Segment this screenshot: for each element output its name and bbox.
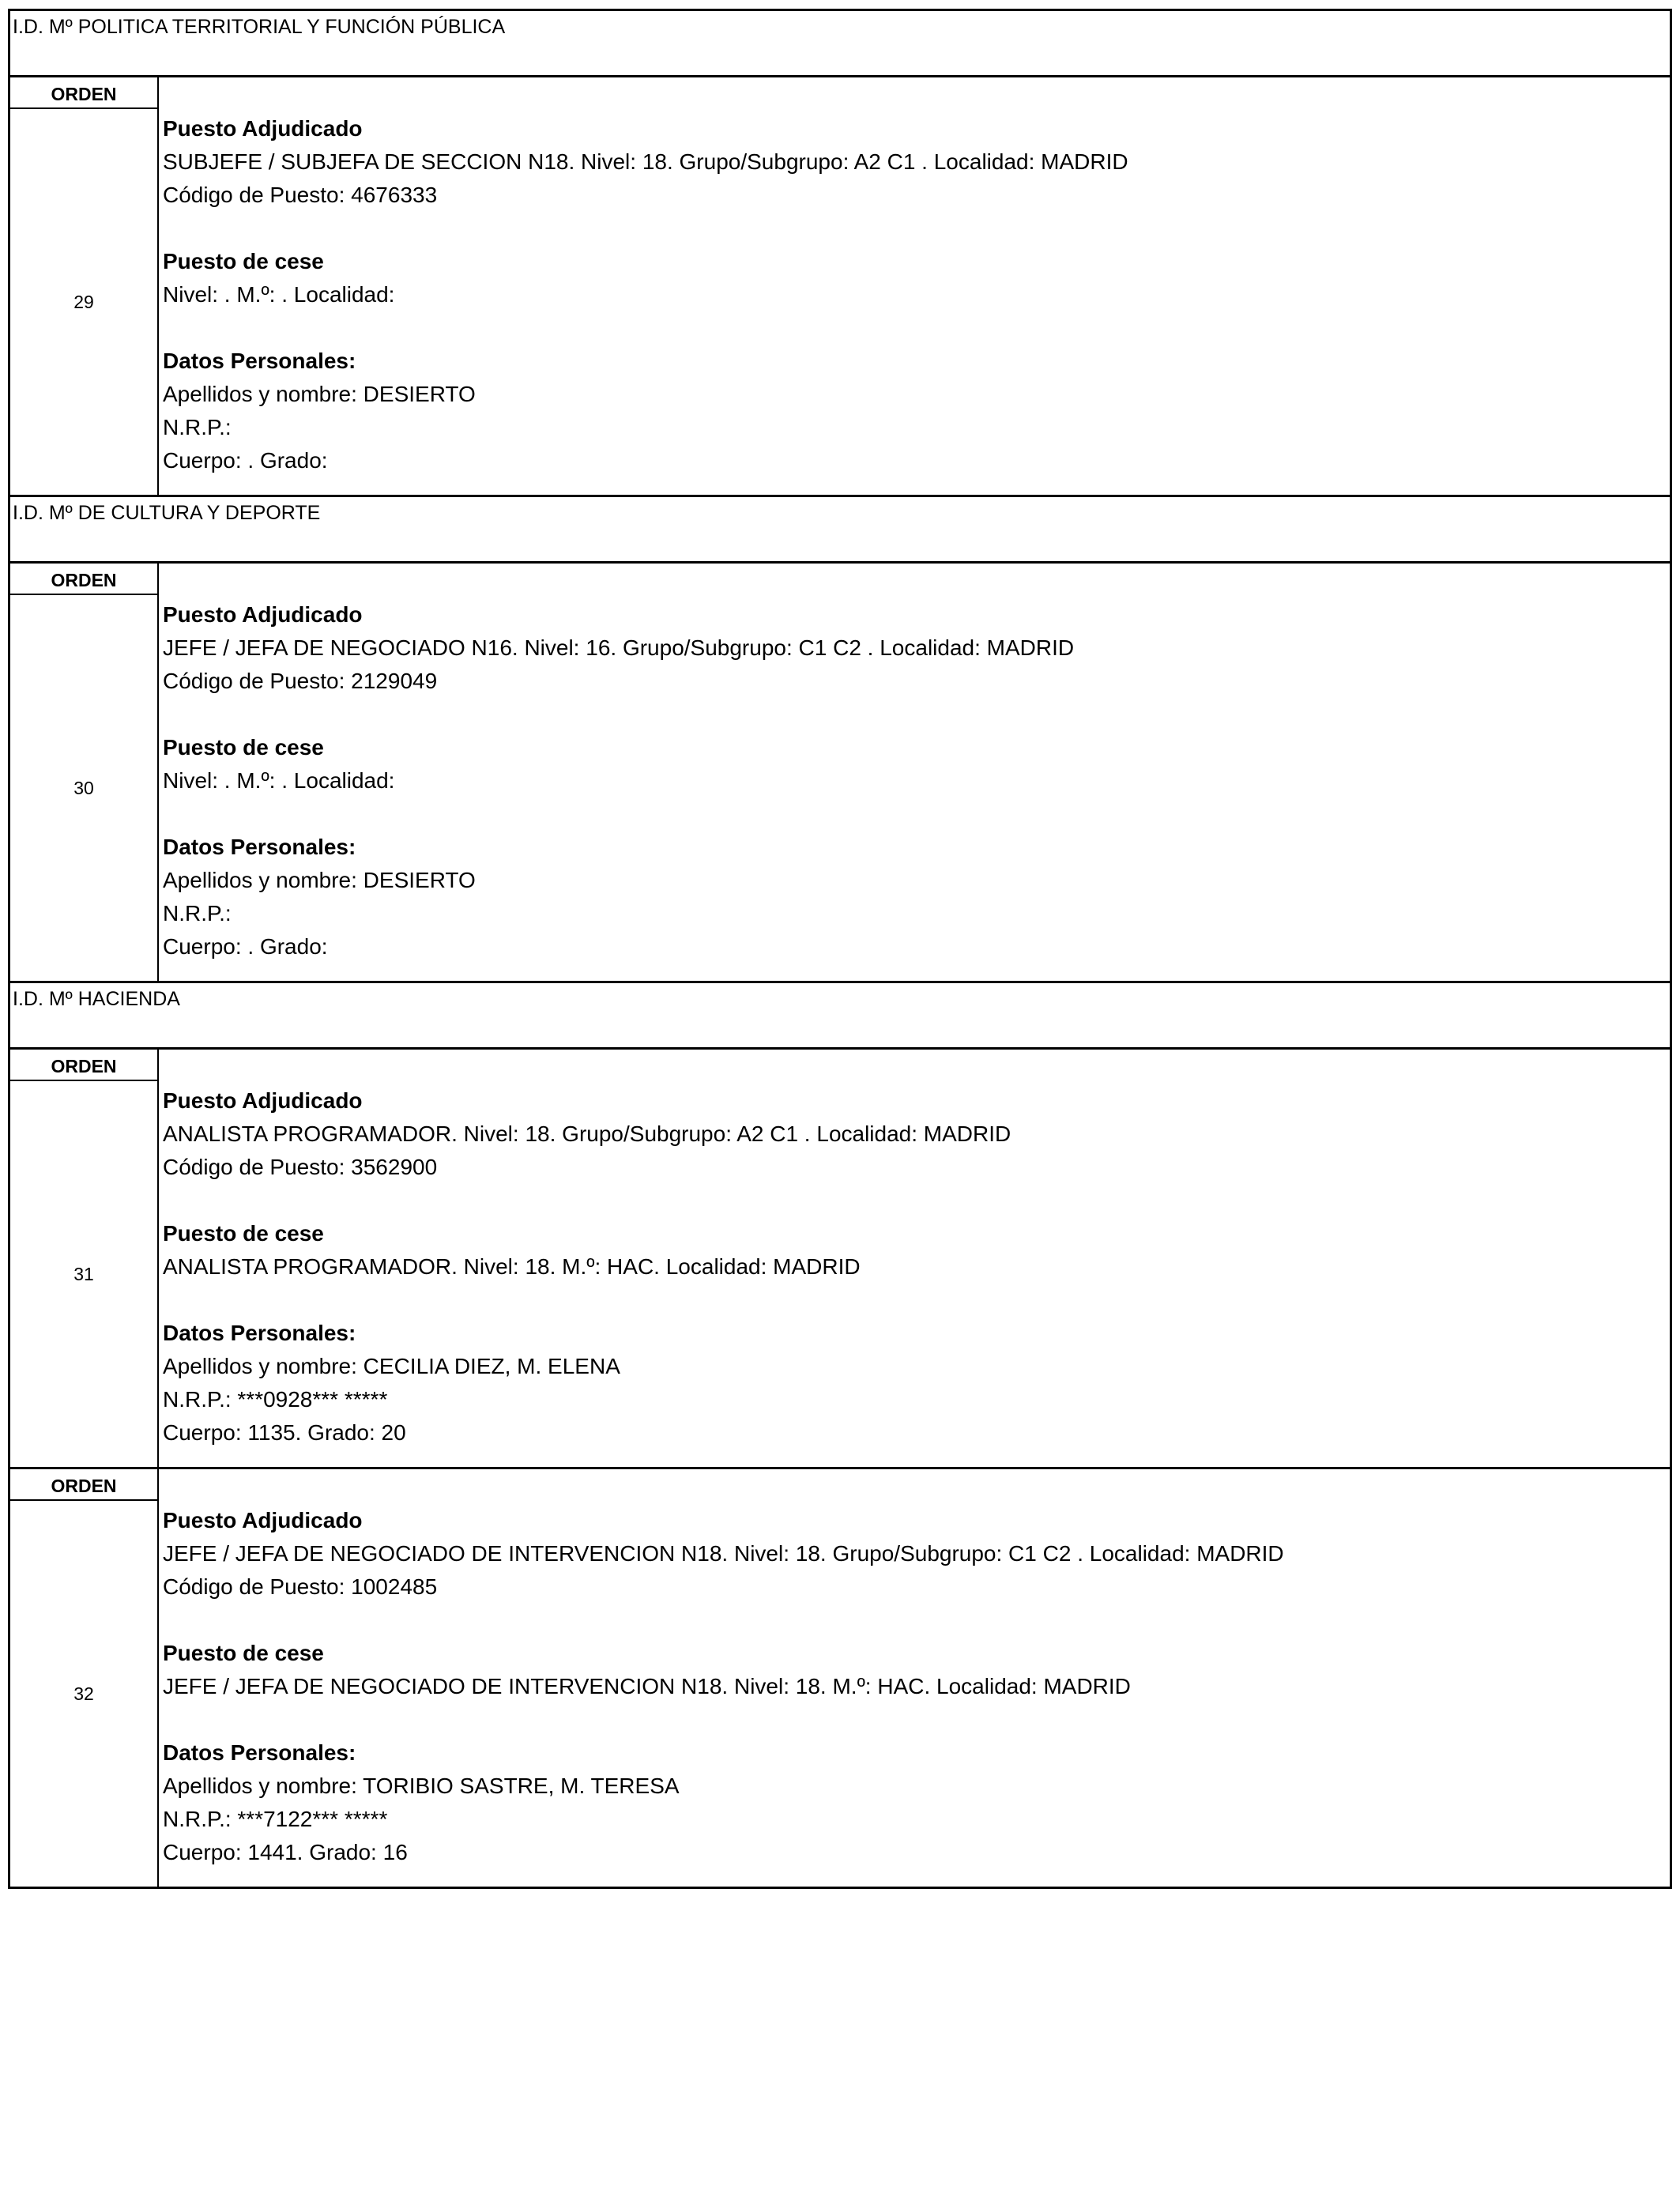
record-row xyxy=(8,1467,1672,1887)
record-row xyxy=(8,75,1672,495)
orden-number: 31 xyxy=(73,1263,94,1284)
puesto-cese-line: Nivel: . M.º: . Localidad: xyxy=(163,282,395,307)
puesto-adjudicado-line: JEFE / JEFA DE NEGOCIADO N16. Nivel: 16. Grupo/Subgrupo: C1 C2 . Localidad: MADRID xyxy=(163,635,1075,660)
puesto-cese-title: Puesto de cese xyxy=(163,1641,324,1665)
nombre-line: Apellidos y nombre: DESIERTO xyxy=(163,868,476,892)
orden-column xyxy=(10,77,159,495)
nrp-line: N.R.P.: ***7122*** ***** xyxy=(163,1807,388,1831)
puesto-cese-line: ANALISTA PROGRAMADOR. Nivel: 18. M.º: HAC. Localidad: MADRID xyxy=(163,1254,861,1279)
codigo-puesto-line: Código de Puesto: 4676333 xyxy=(163,183,438,207)
nombre-line: Apellidos y nombre: TORIBIO SASTRE, M. TERESA xyxy=(163,1774,680,1798)
datos-personales-title: Datos Personales: xyxy=(163,349,356,373)
orden-number: 32 xyxy=(73,1683,94,1704)
orden-label: ORDEN xyxy=(10,1469,157,1501)
record-row xyxy=(8,1047,1672,1467)
nombre-line: Apellidos y nombre: CECILIA DIEZ, M. ELENA xyxy=(163,1354,620,1378)
puesto-adjudicado-line: SUBJEFE / SUBJEFA DE SECCION N18. Nivel: 18. Grupo/Subgrupo: A2 C1 . Localidad: MADRID xyxy=(163,149,1128,174)
nrp-line: N.R.P.: xyxy=(163,901,232,925)
orden-column xyxy=(10,1469,159,1887)
codigo-puesto-line: Código de Puesto: 1002485 xyxy=(163,1574,438,1599)
cuerpo-grado-line: Cuerpo: . Grado: xyxy=(163,448,328,473)
ministry-section xyxy=(8,9,1672,495)
datos-personales-title: Datos Personales: xyxy=(163,835,356,859)
codigo-puesto-line: Código de Puesto: 3562900 xyxy=(163,1155,438,1179)
ministry-section xyxy=(8,495,1672,981)
puesto-cese-title: Puesto de cese xyxy=(163,249,324,273)
datos-personales-title: Datos Personales: xyxy=(163,1321,356,1345)
puesto-cese-line: JEFE / JEFA DE NEGOCIADO DE INTERVENCION N18. Nivel: 18. M.º: HAC. Localidad: MADRID xyxy=(163,1674,1131,1698)
puesto-adjudicado-title: Puesto Adjudicado xyxy=(163,602,363,627)
puesto-cese-line: Nivel: . M.º: . Localidad: xyxy=(163,768,395,793)
orden-column xyxy=(10,1050,159,1467)
orden-number: 29 xyxy=(73,291,94,312)
record-details xyxy=(159,1050,1670,1467)
puesto-adjudicado-title: Puesto Adjudicado xyxy=(163,1508,363,1532)
ministry-section xyxy=(8,981,1672,1887)
nombre-line: Apellidos y nombre: DESIERTO xyxy=(163,382,476,406)
ministry-header: I.D. Mº HACIENDA xyxy=(8,981,1672,1047)
cuerpo-grado-line: Cuerpo: 1441. Grado: 16 xyxy=(163,1840,408,1864)
puesto-adjudicado-title: Puesto Adjudicado xyxy=(163,1088,363,1113)
record-details xyxy=(159,77,1670,495)
nrp-line: N.R.P.: xyxy=(163,415,232,439)
orden-label: ORDEN xyxy=(10,1050,157,1081)
resolution-document xyxy=(8,9,1672,1889)
cuerpo-grado-line: Cuerpo: 1135. Grado: 20 xyxy=(163,1420,406,1445)
puesto-adjudicado-line: JEFE / JEFA DE NEGOCIADO DE INTERVENCION N18. Nivel: 18. Grupo/Subgrupo: C1 C2 . Localidad: MADRID xyxy=(163,1541,1284,1566)
record-details xyxy=(159,564,1670,981)
puesto-cese-title: Puesto de cese xyxy=(163,1221,324,1246)
ministry-header: I.D. Mº POLITICA TERRITORIAL Y FUNCIÓN PÚBLICA xyxy=(8,9,1672,75)
record-details xyxy=(159,1469,1670,1887)
codigo-puesto-line: Código de Puesto: 2129049 xyxy=(163,669,438,693)
orden-column xyxy=(10,564,159,981)
datos-personales-title: Datos Personales: xyxy=(163,1740,356,1765)
orden-number: 30 xyxy=(73,777,94,798)
puesto-adjudicado-line: ANALISTA PROGRAMADOR. Nivel: 18. Grupo/Subgrupo: A2 C1 . Localidad: MADRID xyxy=(163,1122,1011,1146)
record-row xyxy=(8,561,1672,981)
orden-label: ORDEN xyxy=(10,564,157,595)
table-bottom-border xyxy=(8,1887,1672,1889)
nrp-line: N.R.P.: ***0928*** ***** xyxy=(163,1387,388,1412)
cuerpo-grado-line: Cuerpo: . Grado: xyxy=(163,934,328,959)
ministry-header: I.D. Mº DE CULTURA Y DEPORTE xyxy=(8,495,1672,561)
puesto-cese-title: Puesto de cese xyxy=(163,735,324,760)
puesto-adjudicado-title: Puesto Adjudicado xyxy=(163,116,363,141)
orden-label: ORDEN xyxy=(10,77,157,109)
